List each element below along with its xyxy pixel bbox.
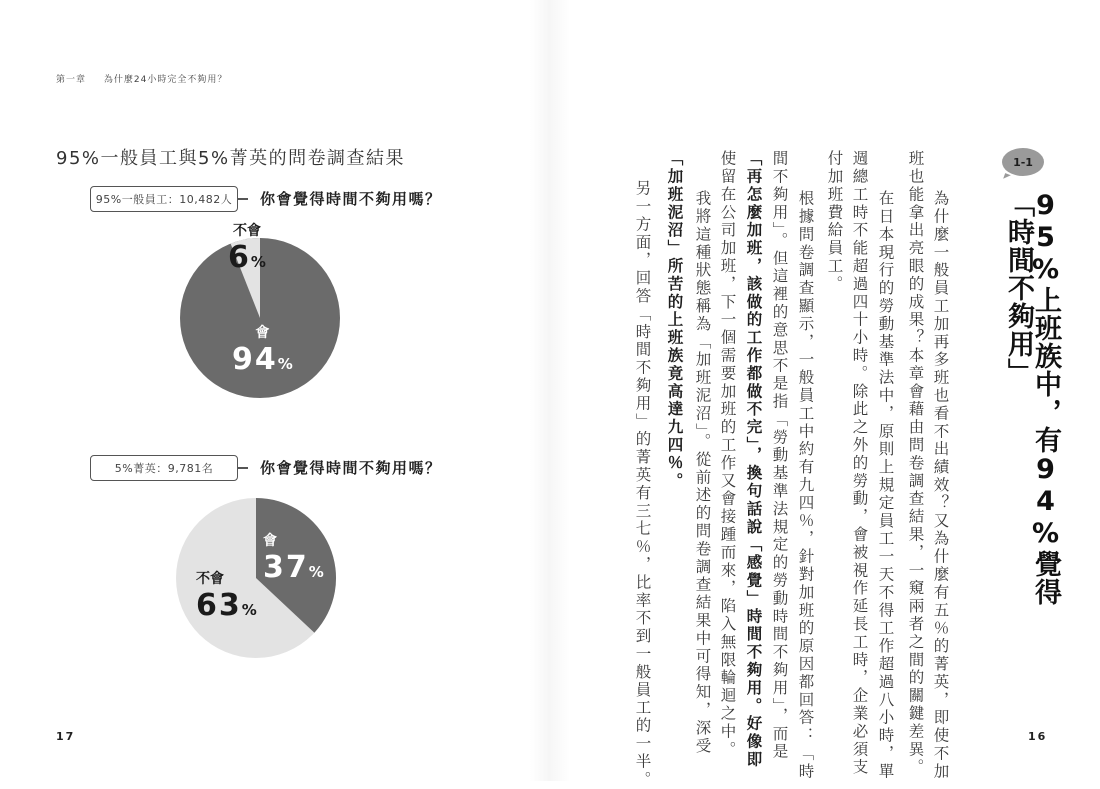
- body-column: 另一方面，回答「時間不夠用」的菁英有三七％，比率不到一般員工的一半。: [633, 180, 652, 789]
- connector-line: [238, 467, 248, 469]
- running-header-title: 為什麼24小時完全不夠用？: [103, 75, 228, 85]
- connector-line: [238, 198, 248, 200]
- section-title: 95%上班族中，有94%覺得「時間不夠用」: [1003, 190, 1061, 606]
- chart-question-employees: 你會覺得時間不夠用嗎？: [260, 190, 442, 208]
- body-column: 為什麼一般員工加再多班也看不出績效？又為什麼有五％的菁英，即使不加: [931, 190, 950, 781]
- body-column: 根據問卷調查顯示，一般員工中約有九四％，針對加班的原因都回答：「時: [796, 190, 815, 781]
- group-label-employees: 95%一般員工：10,482人: [90, 186, 238, 212]
- body-column: 週總工時不能超過四十小時。除此之外的勞動，會被視作延長工時，企業必須支: [850, 150, 869, 777]
- body-column: 在日本現行的勞動基準法中，原則上規定員工一天不得工作超過八小時，單: [876, 190, 895, 781]
- section-badge: 1-1: [1002, 148, 1044, 176]
- pie-label-no-elites: 不會 63%: [196, 571, 257, 623]
- body-column: 班也能拿出亮眼的成果？本章會藉由問卷調查結果，一窺兩者之間的關鍵差異。: [906, 150, 925, 777]
- body-column-emphasis: 「加班泥沼」所苦的上班族竟高達九四％。: [665, 150, 685, 491]
- running-header-chapter: 第一章: [56, 75, 87, 85]
- left-page: [0, 0, 550, 781]
- page-number-right: 16: [1028, 730, 1048, 743]
- page-number-left: 17: [56, 730, 76, 743]
- pie-label-yes-elites: 會 37%: [263, 533, 324, 585]
- figure-title: 95%一般員工與5%菁英的問卷調查結果: [56, 148, 406, 169]
- pie-label-yes-employees: 會 94%: [232, 325, 293, 377]
- body-column: 間不夠用」。但這裡的意思不是指「勞動基準法規定的勞動時間不夠用」，而是: [770, 150, 789, 761]
- body-column: 付加班費給員工。: [825, 150, 844, 294]
- body-column: 我將這種狀態稱為「加班泥沼」。從前述的問卷調查結果中可得知，深受: [693, 190, 712, 756]
- body-column: 使留在公司加班，下一個需要加班的工作又會接踵而來，陷入無限輪迴之中。: [718, 150, 737, 759]
- chart-question-elites: 你會覺得時間不夠用嗎？: [260, 459, 442, 477]
- body-column-emphasis: 「再怎麼加班，該做的工作都做不完」，換句話說「感覺」時間不夠用。好像即: [744, 150, 764, 769]
- group-label-elites: 5%菁英：9,781名: [90, 455, 238, 481]
- pie-label-no-employees: 不會 6%: [228, 223, 266, 275]
- running-header: [56, 72, 227, 85]
